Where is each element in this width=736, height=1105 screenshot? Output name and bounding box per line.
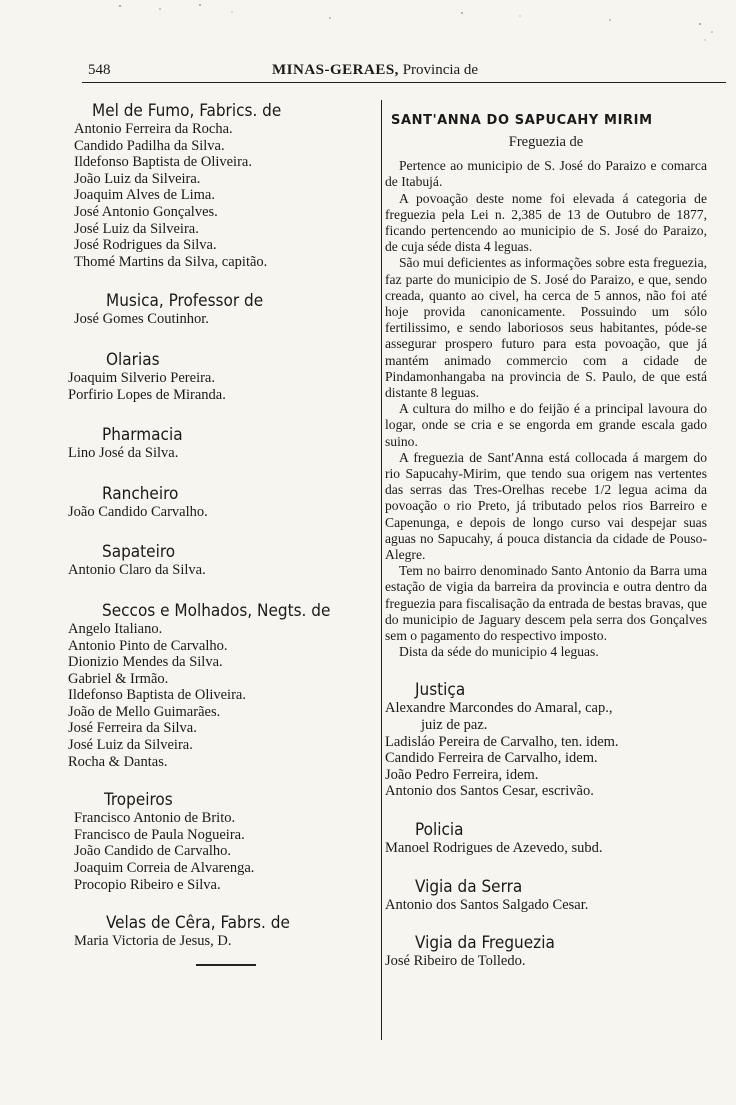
list-item: João Candido de Carvalho. [74, 843, 232, 860]
list-item: Candido Ferreira de Carvalho, idem. [385, 750, 598, 767]
list-item: José Luiz da Silveira. [68, 737, 193, 754]
section-vigia-da-freguezia [385, 933, 707, 970]
section-mel-de-fumo [68, 101, 374, 270]
parish-title: SANT'ANNA DO SAPUCAHY MIRIM [391, 113, 653, 128]
section-heading: Seccos e Molhados, Negts. de [102, 600, 331, 621]
list-item: Candido Padilha da Silva. [74, 137, 225, 154]
parish-paragraph: São mui deficientes as informações sobre esta freguezia, faz parte do municipio de S. José do Paraizo, e que, sendo creada, quanto ao civel, ha cerca de 5 annos, não foi até hoje provida canonicamente. Possuindo um sólo fertilissimo, e sendo laboriosos seus habitantes, póde-se assegurar prospero futuro para esta povoação, que já mantém animado commercio com a cidade de Pindamonhangaba na provincia de S. Paulo, de que está distante 8 leguas. [385, 255, 707, 401]
section-vigia-da-serra [385, 877, 707, 914]
list-item: José Rodrigues da Silva. [74, 237, 217, 254]
list-item: Joaquim Correia de Alvarenga. [74, 860, 255, 877]
section-seccos-e-molhados [68, 601, 374, 770]
list-item: Rocha & Dantas. [68, 753, 168, 770]
header-rule [82, 82, 726, 83]
list-item: Porfirio Lopes de Miranda. [68, 386, 226, 403]
list-item: Antonio Ferreira da Rocha. [74, 121, 233, 137]
section-heading: Velas de Cêra, Fabrs. de [106, 913, 290, 934]
list-item: José Luiz da Silveira. [74, 220, 199, 237]
parish-paragraph: Dista da séde do municipio 4 leguas. [399, 644, 599, 660]
section-heading: Pharmacia [102, 425, 183, 446]
list-item: Joaquim Silverio Pereira. [68, 369, 215, 386]
list-item: José Gomes Coutinhor. [74, 311, 209, 328]
list-item: João Luiz da Silveira. [74, 170, 201, 187]
parish-subtitle: Freguezia de [508, 133, 584, 150]
list-item: Dionizio Mendes da Silva. [68, 654, 223, 671]
list-item: Gabriel & Irmão. [68, 670, 169, 687]
list-item: Alexandre Marcondes do Amaral, cap., [385, 700, 613, 717]
parish-paragraph: A cultura do milho e do feijão é a principal lavoura do logar, onde se cria e se engorda em grande escala gado suino. [385, 401, 707, 449]
list-item: Antonio dos Santos Salgado Cesar. [385, 896, 589, 913]
list-item: Antonio Pinto de Carvalho. [68, 637, 228, 654]
list-item: José Antonio Gonçalves. [74, 203, 218, 220]
parish-paragraph: Pertence ao municipio de S. José do Paraizo e comarca de Itabujá. [385, 158, 707, 190]
section-heading: Justiça [415, 680, 466, 701]
list-item: Ildefonso Baptista de Oliveira. [74, 154, 252, 171]
section-justica [385, 680, 707, 800]
list-item: Procopio Ribeiro e Silva. [74, 876, 221, 893]
section-end-rule [196, 964, 256, 966]
section-heading: Tropeiros [104, 790, 173, 811]
section-policia [385, 820, 707, 857]
list-item: Francisco Antonio de Brito. [74, 810, 236, 827]
page-header [82, 58, 724, 80]
section-heading: Policia [415, 820, 464, 841]
running-title-suffix: Provincia de [402, 62, 479, 78]
section-heading: Sapateiro [102, 542, 176, 563]
page-number: 548 [88, 62, 111, 78]
right-column [385, 113, 707, 970]
section-heading: Musica, Professor de [106, 291, 264, 312]
list-item: Ladisláo Pereira de Carvalho, ten. idem. [385, 733, 619, 750]
parish-paragraph: Tem no bairro denominado Santo Antonio da Barra uma estação de vigia da barreira da provincia e outra dentro da freguezia para fiscalisação da entrada de bestas bravas, que do municipio de Jaguary descem pela serra dos Gonçalves sem o pagamento do respectivo imposto. [385, 563, 707, 644]
list-item: José Ribeiro de Tolledo. [385, 953, 526, 970]
section-rancheiro [68, 484, 374, 521]
list-item: Angelo Italiano. [68, 620, 163, 637]
parish-paragraph: A freguezia de Sant'Anna está collocada á margem do rio Sapucahy-Mirim, que tendo sua origem nas vertentes das serras das Tres-Orelhas recebe 1/2 legua acima da povoação o rio Preto, já tributado pelos rios Barreiro e Capenunga, e depois de longo curso vai despejar suas aguas no Sapucahy, á pouca distancia da cidade de Pouso-Alegre. [385, 449, 707, 563]
list-item: Antonio Claro da Silva. [68, 562, 206, 579]
section-heading: Olarias [106, 349, 160, 370]
section-musica [68, 291, 374, 328]
list-item: Lino José da Silva. [68, 445, 179, 462]
section-pharmacia [68, 425, 374, 462]
list-item: João Pedro Ferreira, idem. [385, 766, 539, 783]
list-item: juiz de paz. [421, 717, 488, 734]
list-item: Thomé Martins da Silva, capitão. [74, 253, 268, 270]
list-item: Maria Victoria de Jesus, D. [74, 933, 232, 950]
list-item: Ildefonso Baptista de Oliveira. [68, 687, 246, 704]
section-heading: Vigia da Serra [415, 876, 523, 897]
column-divider [381, 100, 382, 1040]
section-velas-de-cera [68, 913, 374, 950]
list-item: José Ferreira da Silva. [68, 720, 197, 737]
parish-paragraph: A povoação deste nome foi elevada á categoria de freguezia pela Lei n. 2,385 de 13 de Outubro de 1877, ficando pertencendo ao municipio de S. José do Paraizo, de cuja séde dista 4 leguas. [385, 190, 707, 255]
running-title-province: MINAS-GERAES, [272, 62, 399, 78]
running-title [272, 62, 478, 79]
left-column [68, 101, 374, 966]
list-item: Francisco de Paula Nogueira. [74, 826, 245, 843]
list-item: João de Mello Guimarães. [68, 703, 221, 720]
section-heading: Rancheiro [102, 483, 179, 504]
list-item: João Candido Carvalho. [68, 503, 208, 520]
list-item: Manoel Rodrigues de Azevedo, subd. [385, 840, 603, 857]
print-specks [0, 0, 736, 50]
section-tropeiros [68, 790, 374, 893]
section-sapateiro [68, 542, 374, 579]
section-olarias [68, 350, 374, 403]
section-heading: Mel de Fumo, Fabrics. de [92, 101, 282, 121]
list-item: Antonio dos Santos Cesar, escrivão. [385, 783, 594, 800]
list-item: Joaquim Alves de Lima. [74, 187, 215, 204]
section-heading: Vigia da Freguezia [415, 933, 555, 954]
